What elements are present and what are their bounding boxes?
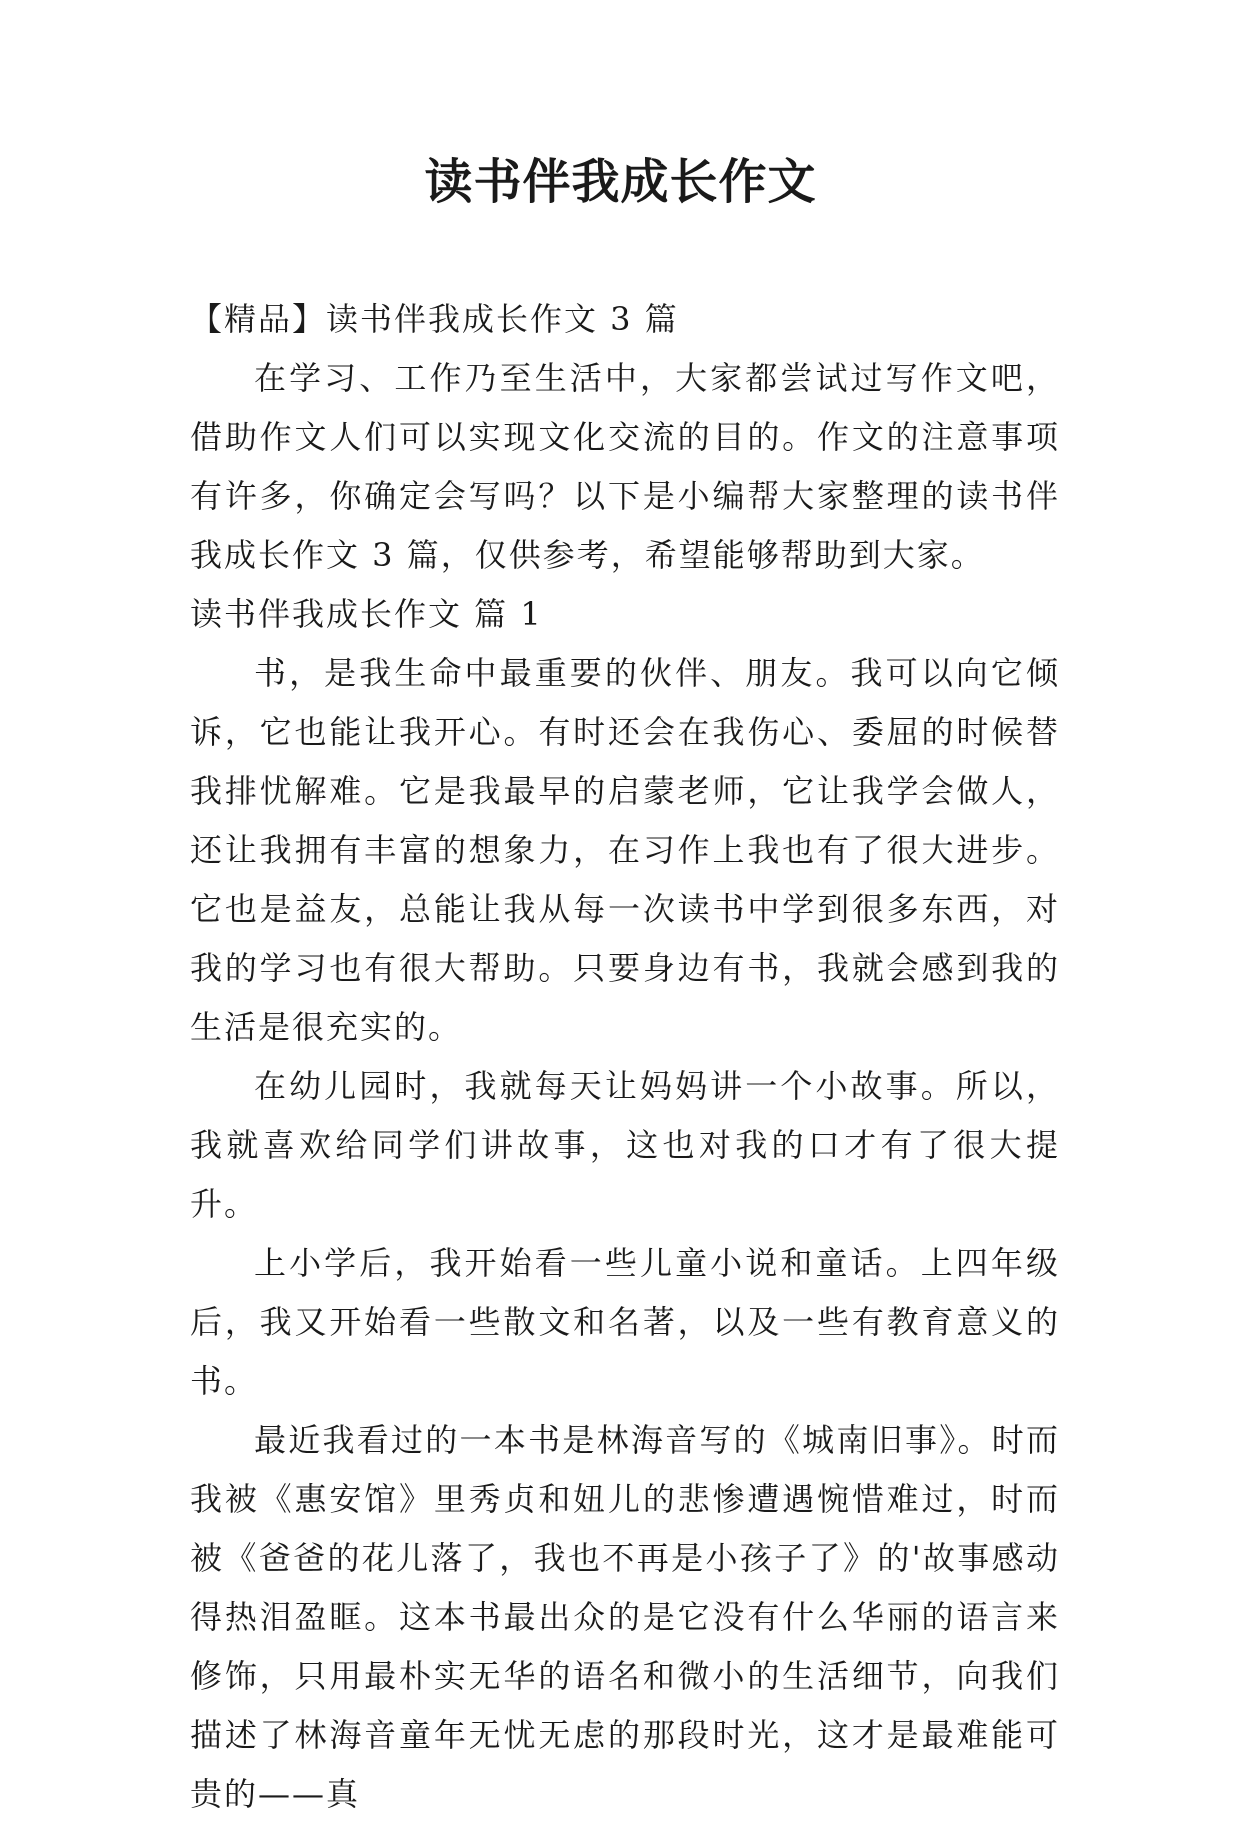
intro-paragraph: 在学习、工作乃至生活中，大家都尝试过写作文吧，借助作文人们可以实现文化交流的目的。作文的注意事项有许多，你确定会写吗？以下是小编帮大家整理的读书伴我成长作文 3 篇，仅供参考，希望能够帮助到大家。	[190, 359, 1060, 574]
body-paragraph-2: 在幼儿园时，我就每天让妈妈讲一个小故事。所以，我就喜欢给同学们讲故事，这也对我的口才有了很大提升。	[190, 1067, 1060, 1223]
document-title: 读书伴我成长作文	[424, 154, 817, 210]
document-subtitle: 【精品】读书伴我成长作文 3 篇	[190, 300, 679, 338]
body-paragraph-4: 最近我看过的一本书是林海音写的《城南旧事》。时而我被《惠安馆》里秀贞和妞儿的悲惨遭遇惋惜难过，时而被《爸爸的花儿落了，我也不再是小孩子了》的'故事感动得热泪盈眶。这本书最出众的是它没有什么华丽的语言来修饰，只用最朴实无华的语名和微小的生活细节，向我们描述了林海音童年无忧无虑的那段时光，这才是最难能可贵的——真	[190, 1421, 1060, 1813]
section-heading: 读书伴我成长作文 篇 1	[190, 595, 543, 633]
document-body	[190, 290, 1060, 1824]
body-paragraph-3: 上小学后，我开始看一些儿童小说和童话。上四年级后，我又开始看一些散文和名著，以及一些有教育意义的书。	[190, 1244, 1060, 1400]
body-paragraph-1: 书，是我生命中最重要的伙伴、朋友。我可以向它倾诉，它也能让我开心。有时还会在我伤心、委屈的时候替我排忧解难。它是我最早的启蒙老师，它让我学会做人，还让我拥有丰富的想象力，在习作上我也有了很大进步。它也是益友，总能让我从每一次读书中学到很多东西，对我的学习也有很大帮助。只要身边有书，我就会感到我的生活是很充实的。	[190, 654, 1060, 1046]
